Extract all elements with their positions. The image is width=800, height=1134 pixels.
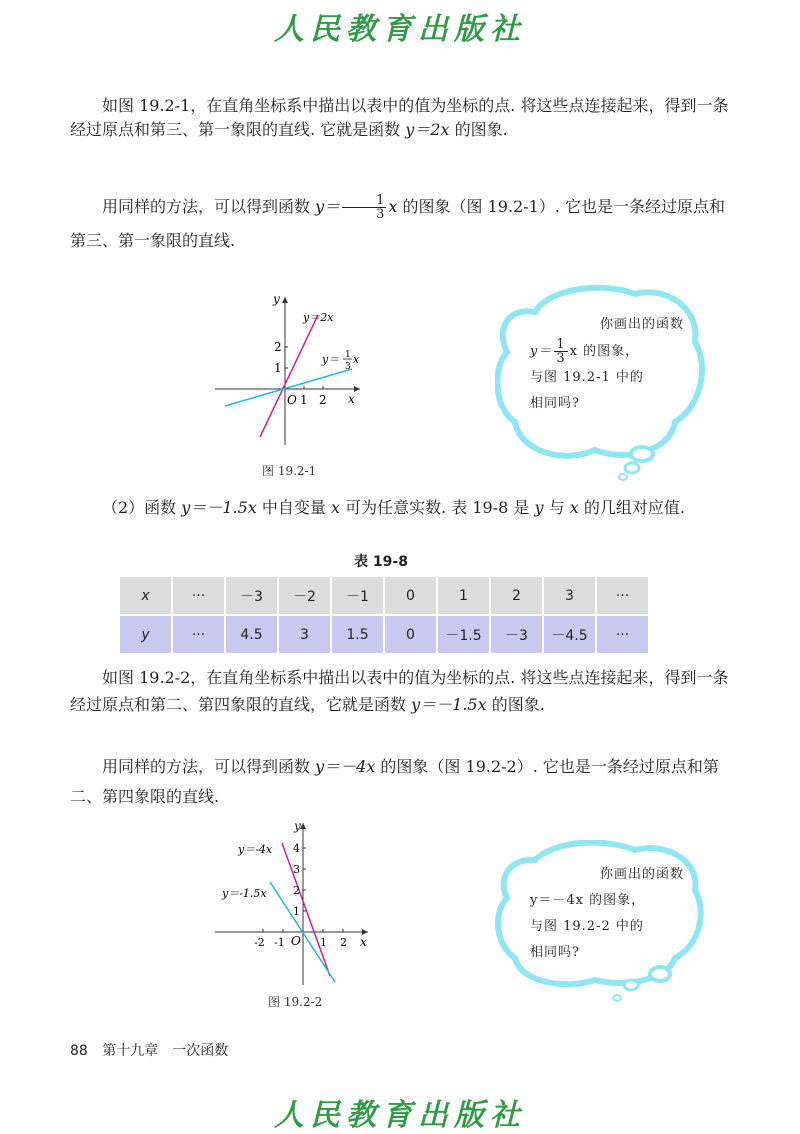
fig2-origin: O bbox=[291, 934, 301, 948]
p2-fraction-den: 3 bbox=[376, 207, 385, 222]
p1-text: 如图 19.2-1，在直角坐标系中描出以表中的值为坐标的点. 将这些点连接起来，得到一条经过原点和第三、第一象限的直线. 它就是函数 bbox=[70, 96, 729, 139]
p3-pre: （2）函数 bbox=[102, 498, 182, 517]
p3-x2: x bbox=[569, 498, 579, 517]
table-cell: ··· bbox=[597, 616, 648, 653]
p4-post: 的图象. bbox=[486, 695, 545, 714]
p3-y: y bbox=[534, 498, 544, 517]
page-number: 88 bbox=[70, 1043, 88, 1059]
paragraph-3 bbox=[70, 494, 735, 522]
p3-mid3: 与 bbox=[543, 498, 570, 517]
bubble1-dot-2 bbox=[625, 463, 639, 473]
fig1-line2-label-y: y＝ bbox=[322, 353, 340, 366]
bubble1-text bbox=[530, 312, 690, 417]
fig1-xtick-label-1: 1 bbox=[300, 393, 308, 407]
fig1-xlabel: x bbox=[348, 392, 355, 406]
fig1-ylabel: y bbox=[273, 292, 280, 306]
p3-post: 的几组对应值. bbox=[578, 498, 685, 517]
bubble1-line4: 相同吗? bbox=[530, 396, 580, 411]
bubble2-dot-1 bbox=[650, 967, 670, 981]
fig2-ylabel: y bbox=[294, 819, 301, 833]
fig2-y-arrow bbox=[300, 823, 306, 829]
p3-mid2: 可为任意实数. 表 19-8 是 bbox=[340, 498, 535, 517]
fig2-ytick-label-1: 1 bbox=[293, 905, 300, 918]
bubble1-line2 bbox=[530, 338, 690, 365]
fig1-ytick-label-1: 1 bbox=[274, 361, 282, 375]
fig1-line-y2x bbox=[260, 315, 318, 437]
table-cell: 0 bbox=[385, 577, 436, 614]
bubble1-line3: 与图 19.2-1 中的 bbox=[530, 370, 644, 385]
bubble2-line4: 相同吗? bbox=[530, 945, 580, 960]
fig1-ytick-label-2: 2 bbox=[274, 340, 282, 354]
fig2-xtick-label-m1: -1 bbox=[274, 936, 285, 949]
p2-y: y＝ bbox=[315, 197, 341, 216]
bubble1-fraction-den: 3 bbox=[556, 351, 566, 366]
fig2-xtick-label-m2: -2 bbox=[254, 936, 265, 949]
fig2-line2-label: y＝-1.5x bbox=[222, 887, 267, 900]
table-cell: 4.5 bbox=[226, 616, 277, 653]
fig2-line-y-m4x bbox=[282, 843, 330, 976]
table-cell: ··· bbox=[173, 577, 224, 614]
bubble1-fraction-num: 1 bbox=[556, 337, 566, 352]
paragraph-2 bbox=[70, 190, 735, 258]
fig1-line2-label-den: 3 bbox=[345, 362, 351, 372]
p2-fraction bbox=[342, 194, 386, 221]
fig2-xtick-label-1: 1 bbox=[320, 936, 327, 949]
bubble1-line2-tail: x 的图象， bbox=[569, 344, 640, 359]
bubble2-line3: 与图 19.2-2 中的 bbox=[530, 919, 644, 934]
fig2-xlabel: x bbox=[360, 935, 367, 949]
table-cell: －3 bbox=[491, 616, 542, 653]
fig2-line1-label: y＝-4x bbox=[238, 843, 273, 856]
p3-function: y＝－1.5x bbox=[181, 498, 257, 517]
fig1-line2-label-x: x bbox=[353, 353, 360, 366]
table-header-y: y bbox=[120, 616, 171, 653]
fig1-line1-label: y＝2x bbox=[303, 311, 334, 324]
fig1-origin: O bbox=[287, 393, 297, 407]
p2-tail: 的图象（图 19.2-1）. 它也是一条经过原点和第三、第一象限的直线. bbox=[70, 197, 726, 250]
bubble2-line1: 你画出的函数 bbox=[599, 867, 684, 882]
bubble1-dot-3 bbox=[619, 474, 627, 480]
p4-function: y＝－1.5x bbox=[411, 695, 487, 714]
figure-19-2-2 bbox=[210, 815, 385, 990]
p5-pre: 用同样的方法，可以得到函数 bbox=[102, 757, 316, 776]
table-row-x bbox=[120, 577, 648, 614]
chapter-title: 第十九章 一次函数 bbox=[102, 1043, 229, 1059]
fig2-ytick-label-3: 3 bbox=[293, 863, 300, 876]
table-cell: －4.5 bbox=[544, 616, 595, 653]
table-cell: －3 bbox=[226, 577, 277, 614]
p3-x: x bbox=[330, 498, 341, 517]
fig2-caption: 图 19.2-2 bbox=[268, 995, 323, 1009]
p5-post: 的图象（图 19.2-2）. 它也是一条经过原点和第二、第四象限的直线. bbox=[70, 757, 719, 806]
p1-tail: 的图象. bbox=[449, 120, 508, 139]
bubble2-text bbox=[530, 862, 690, 966]
fig1-y-arrow bbox=[282, 297, 288, 303]
fig1-line2-label-num: 1 bbox=[345, 350, 351, 360]
table-19-8 bbox=[118, 575, 650, 655]
table-cell: ··· bbox=[173, 616, 224, 653]
fig2-ytick-label-2: 2 bbox=[293, 884, 300, 897]
bubble1-dot-1 bbox=[631, 447, 653, 461]
table-cell: 2 bbox=[491, 577, 542, 614]
p2-text: 用同样的方法，可以得到函数 bbox=[102, 197, 316, 216]
table-cell: 3 bbox=[279, 616, 330, 653]
p3-mid1: 中自变量 bbox=[256, 498, 331, 517]
table-title: 表 19-8 bbox=[354, 554, 408, 570]
fig1-xtick-label-2: 2 bbox=[319, 393, 327, 407]
table-cell: －1.5 bbox=[438, 616, 489, 653]
bubble1-line1: 你画出的函数 bbox=[599, 317, 684, 332]
bubble1-y: y＝ bbox=[530, 344, 553, 359]
bubble1-fraction bbox=[554, 338, 567, 365]
fig2-ytick-label-4: 4 bbox=[293, 842, 300, 855]
fig2-xtick-label-2: 2 bbox=[340, 936, 347, 949]
page-footer bbox=[70, 1040, 228, 1060]
p1-function: y＝2x bbox=[405, 120, 450, 139]
bubble2-line2: y＝－4x 的图象， bbox=[530, 893, 646, 908]
figure-19-2-1 bbox=[200, 285, 380, 485]
table-cell: 0 bbox=[385, 616, 436, 653]
fig1-x-arrow bbox=[354, 386, 360, 392]
p2-fraction-num: 1 bbox=[342, 194, 386, 208]
table-cell: 1 bbox=[438, 577, 489, 614]
table-cell: －2 bbox=[279, 577, 330, 614]
p2-x: x bbox=[388, 197, 398, 216]
fig1-caption: 图 19.2-1 bbox=[262, 464, 317, 478]
table-cell: 3 bbox=[544, 577, 595, 614]
bubble2-dot-3 bbox=[613, 995, 621, 1001]
publisher-logo-top: 人民教育出版社 bbox=[274, 12, 526, 47]
paragraph-1 bbox=[70, 94, 735, 142]
paragraph-4 bbox=[70, 664, 735, 718]
publisher-logo-bottom: 人民教育出版社 bbox=[274, 1098, 526, 1133]
bubble2-dot-2 bbox=[624, 980, 638, 990]
table-cell: ··· bbox=[597, 577, 648, 614]
table-cell: －1 bbox=[332, 577, 383, 614]
table-row-y bbox=[120, 616, 648, 653]
p4-pre: 如图 19.2-2，在直角坐标系中描出以表中的值为坐标的点. 将这些点连接起来，得到一条经过原点和第二、第四象限的直线，它就是函数 bbox=[70, 668, 729, 714]
table-header-x: x bbox=[120, 577, 171, 614]
paragraph-5 bbox=[70, 752, 735, 812]
p5-function: y＝－4x bbox=[315, 757, 376, 776]
table-cell: 1.5 bbox=[332, 616, 383, 653]
